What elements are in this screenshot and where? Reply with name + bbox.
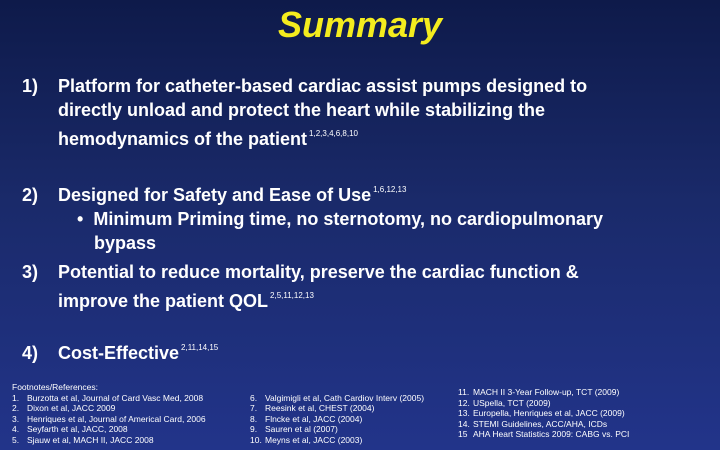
reference-superscript: 1,6,12,13 (373, 185, 407, 194)
footnotes-column-2 (250, 393, 424, 446)
point-text: Designed for Safety and Ease of Use (58, 185, 372, 205)
footnote-item: 3. Henriques et al, Journal of Americal Card, 2006 (12, 413, 206, 424)
footnotes-column-3 (458, 387, 629, 440)
point-text: Cost-Effective (58, 343, 180, 363)
footnote-item: 14. STEMI Guidelines, ACC/AHA, ICDs (458, 418, 608, 429)
point-text: Platform for catheter-based cardiac assist pumps designed to (58, 76, 588, 96)
footnote-item: 8. Flncke et al, JACC (2004) (250, 413, 363, 424)
reference-superscript: 1,2,3,4,6,8,10 (309, 129, 358, 138)
point-number: 1) (22, 76, 39, 96)
point-text: directly unload and protect the heart while stabilizing the (58, 100, 546, 120)
summary-point-4 (22, 336, 702, 365)
summary-point-3 (22, 260, 702, 313)
point-number: 3) (22, 262, 39, 282)
reference-superscript: 2,5,11,12,13 (270, 291, 314, 300)
point-number: 4) (22, 343, 39, 363)
point-text: Potential to reduce mortality, preserve the cardiac function & (58, 262, 579, 282)
point-text: hemodynamics of the patient (58, 129, 308, 149)
bullet-text: bypass (94, 233, 157, 253)
footnote-item: 13. Europella, Henriques et al, JACC (2009) (458, 408, 625, 419)
footnote-item: 15 AHA Heart Statistics 2009: CABG vs. PCI (458, 429, 630, 440)
point-text: improve the patient QOL (58, 291, 269, 311)
footnote-item: 12. USpella, TCT (2009) (458, 397, 551, 408)
bullet-text: Minimum Priming time, no sternotomy, no cardiopulmonary (93, 209, 604, 229)
footnote-item: 10. Meyns et al, JACC (2003) (250, 434, 363, 445)
footnote-item: 5. Sjauw et al, MACH II, JACC 2008 (12, 434, 154, 445)
point-number: 2) (22, 185, 39, 205)
footnote-item: 9. Sauren et al (2007) (250, 424, 338, 435)
summary-point-1 (22, 74, 702, 151)
slide-title: Summary (277, 4, 443, 45)
footnotes-heading: Footnotes/References: (12, 382, 98, 392)
footnote-item: 4. Seyfarth et al, JACC, 2008 (12, 424, 128, 435)
footnotes-column-1 (12, 382, 206, 446)
footnote-item: 11. MACH II 3-Year Follow-up, TCT (2009) (458, 387, 620, 397)
footnote-item: 1. Burzotta et al, Journal of Card Vasc Med, 2008 (12, 392, 204, 403)
bullet-icon: • (77, 209, 84, 229)
footnote-item: 6. Valgimigli et al, Cath Cardiov Interv (2005) (250, 392, 425, 403)
footnote-item: 2. Dixon et al, JACC 2009 (12, 403, 116, 414)
summary-point-2 (22, 178, 702, 255)
reference-superscript: 2,11,14,15 (181, 343, 219, 352)
footnote-item: 7. Reesink et al, CHEST (2004) (250, 403, 375, 414)
